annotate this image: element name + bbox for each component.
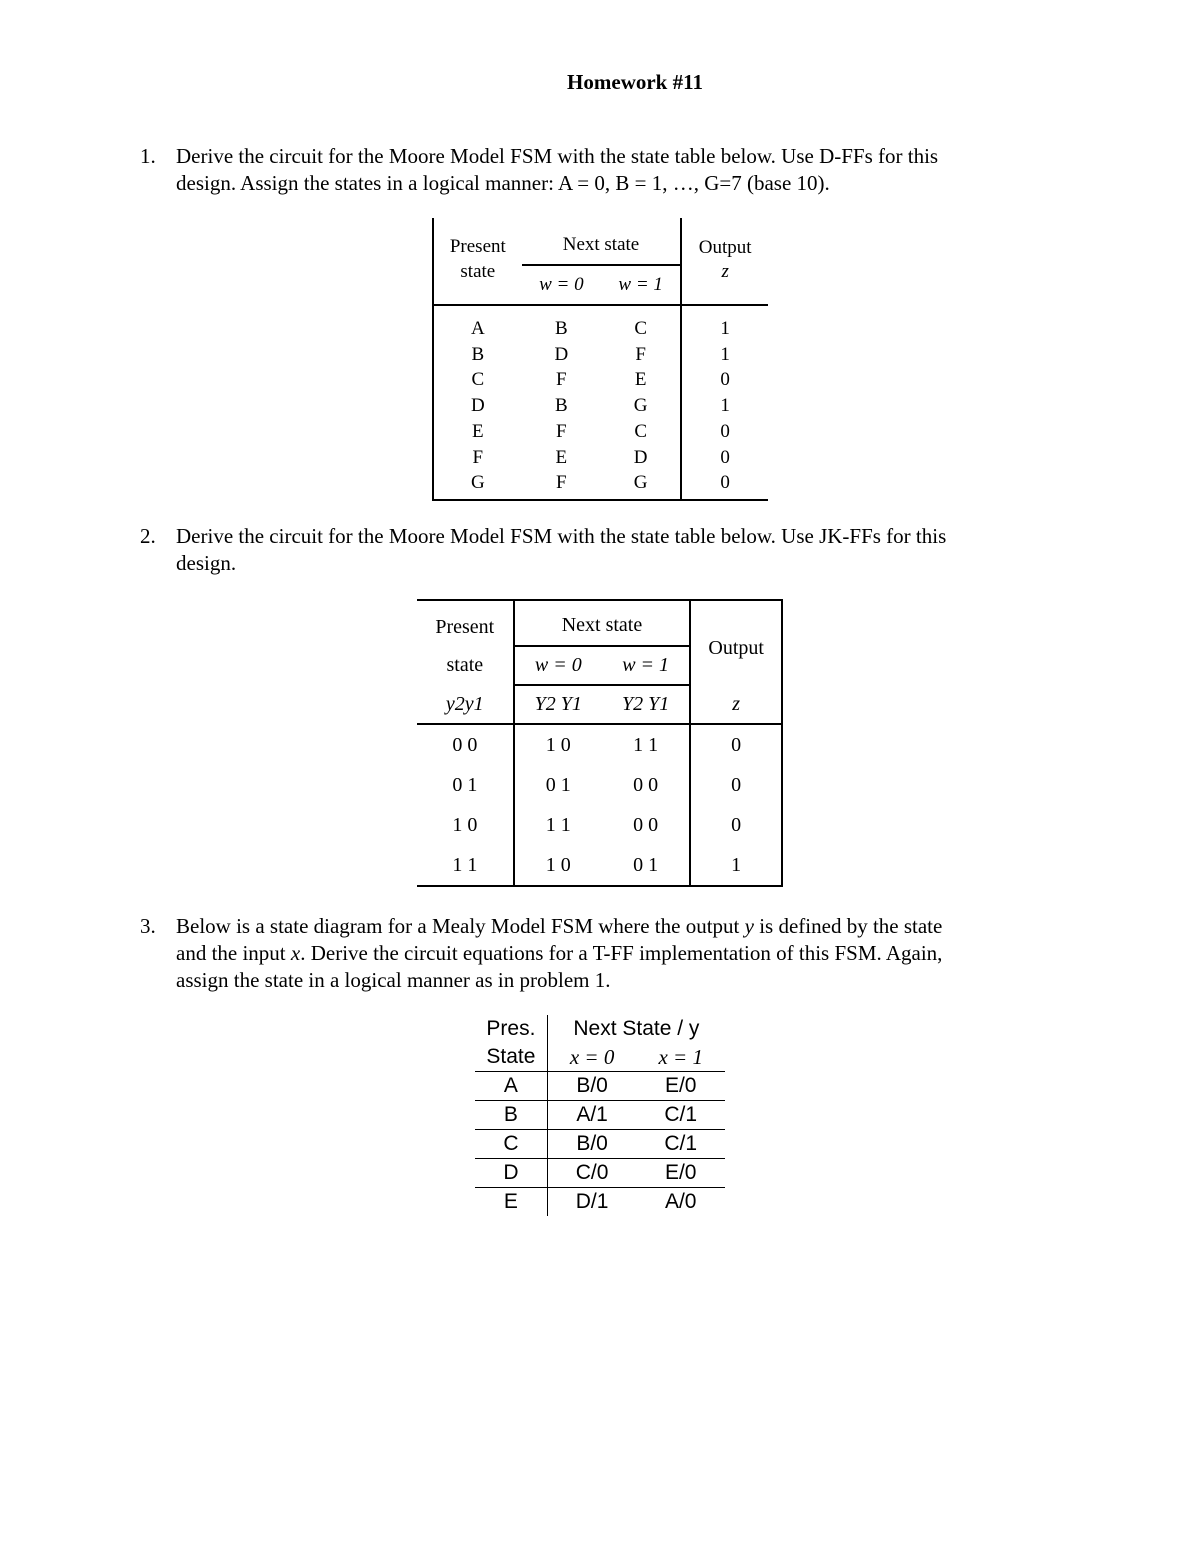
state-table-2 [417, 599, 783, 887]
header-y2y1: y2y1 [417, 685, 514, 724]
state-table-1 [432, 218, 768, 501]
header-next-state-y: Next State / y [573, 1017, 700, 1040]
problem-text: Derive the circuit for the Moore Model FSM with the state table below. Use D-FFs for this design. Assign the states in a logical manner: A = 0, B = 1, …, G=7 (base 10). [176, 144, 939, 195]
table-cell: 0 1 [602, 845, 690, 886]
table-cell: B/0 [547, 1072, 636, 1101]
table-cell: E [475, 1188, 547, 1217]
problem-2 [140, 523, 1070, 577]
table-cell: C/1 [636, 1130, 725, 1159]
table-cell: A/0 [664, 1190, 697, 1213]
table-cell: C/0 [547, 1159, 636, 1188]
table-cell: B [554, 318, 568, 339]
table-cell: 0 [690, 765, 782, 805]
header-Y2Y1-w0: Y2 Y1 [514, 685, 602, 724]
table-cell: E [433, 419, 522, 445]
table-cell: E [634, 369, 647, 391]
problem-1 [140, 143, 1070, 197]
header-state: State [475, 1043, 547, 1072]
table-cell: D [433, 393, 522, 419]
state-table-3 [475, 1015, 725, 1216]
table-cell: G [601, 470, 681, 500]
table-cell: D [554, 343, 569, 365]
table-cell: F [635, 343, 646, 365]
table-cell: 0 [681, 367, 768, 393]
table-cell: 1 [690, 845, 782, 886]
header-output: Output [690, 600, 782, 685]
table-cell: F [433, 445, 522, 471]
table-cell: E [555, 446, 568, 468]
table-cell: B/0 [547, 1130, 636, 1159]
table-cell: 0 [681, 445, 768, 471]
table-cell: 0 1 [514, 765, 602, 805]
table-cell: B [554, 395, 568, 417]
table-cell: 0 0 [452, 733, 478, 756]
table-cell: 0 1 [452, 773, 478, 796]
table-cell: A [475, 1072, 547, 1101]
table-cell: 1 0 [514, 724, 602, 765]
problem-number: 2. [140, 524, 156, 548]
header-Y2Y1-w1: Y2 Y1 [602, 685, 690, 724]
table-cell: 1 [681, 393, 768, 419]
table-cell: C/1 [636, 1101, 725, 1130]
table-cell: C [433, 367, 522, 393]
table-cell: 0 [690, 805, 782, 845]
header-w0: w = 0 [514, 646, 602, 685]
table-cell: 1 1 [514, 805, 602, 845]
table-cell: F [556, 369, 567, 391]
table-cell: D [633, 446, 648, 468]
table-cell: F [556, 420, 567, 442]
problem-number: 1. [140, 144, 156, 168]
problem-number: 3. [140, 914, 156, 938]
table-cell: 1 [681, 342, 768, 368]
table-cell: G [633, 395, 648, 417]
table-cell: C [634, 420, 648, 442]
table-cell: A/1 [547, 1101, 636, 1130]
table-cell: 0 [681, 419, 768, 445]
table-cell: 0 [690, 724, 782, 765]
problem-text: Below is a state diagram for a Mealy Model FSM where the output y is defined by the state and the input x. Derive the circuit equations for a T-FF implementation of this FSM. Again, assign the state in a logical manner as in problem 1. [176, 914, 943, 992]
table-cell: G [433, 470, 522, 500]
header-output: Output z [681, 218, 768, 305]
header-present-state: Present state [433, 218, 522, 305]
table-cell: D/1 [575, 1190, 609, 1213]
table-cell: D [475, 1159, 547, 1188]
table-cell: E/0 [636, 1159, 725, 1188]
table-cell: 1 [681, 305, 768, 342]
header-pres: Pres. [475, 1015, 547, 1043]
header-next-state: Next state [514, 600, 691, 646]
problem-text: Derive the circuit for the Moore Model FSM with the state table below. Use JK-FFs for this design. [176, 524, 947, 575]
header-z: z [690, 685, 782, 724]
table-cell: 0 [681, 470, 768, 500]
table-cell: F [522, 470, 601, 500]
table-cell: E/0 [636, 1072, 725, 1101]
page-title: Homework #11 [567, 70, 703, 94]
header-x0: x = 0 [547, 1043, 636, 1072]
header-x1: x = 1 [636, 1043, 725, 1072]
table-cell: 1 0 [452, 813, 478, 836]
table-cell: 0 0 [633, 813, 659, 836]
table-cell: 1 0 [514, 845, 602, 886]
header-w1: w = 1 [601, 265, 681, 305]
table-cell: C [475, 1130, 547, 1159]
header-w1: w = 1 [602, 646, 690, 685]
table-cell: A [433, 305, 522, 342]
header-present: Present [435, 616, 495, 638]
header-w0: w = 0 [522, 265, 601, 305]
table-cell: 1 1 [417, 845, 514, 886]
header-state: state [446, 654, 484, 676]
table-cell: 1 1 [633, 733, 659, 756]
problem-3 [140, 913, 1070, 994]
table-cell: 0 0 [633, 773, 659, 796]
table-cell: B [433, 342, 522, 368]
table-cell: B [475, 1101, 547, 1130]
table-cell: C [634, 318, 648, 339]
header-next-state: Next state [522, 218, 682, 265]
